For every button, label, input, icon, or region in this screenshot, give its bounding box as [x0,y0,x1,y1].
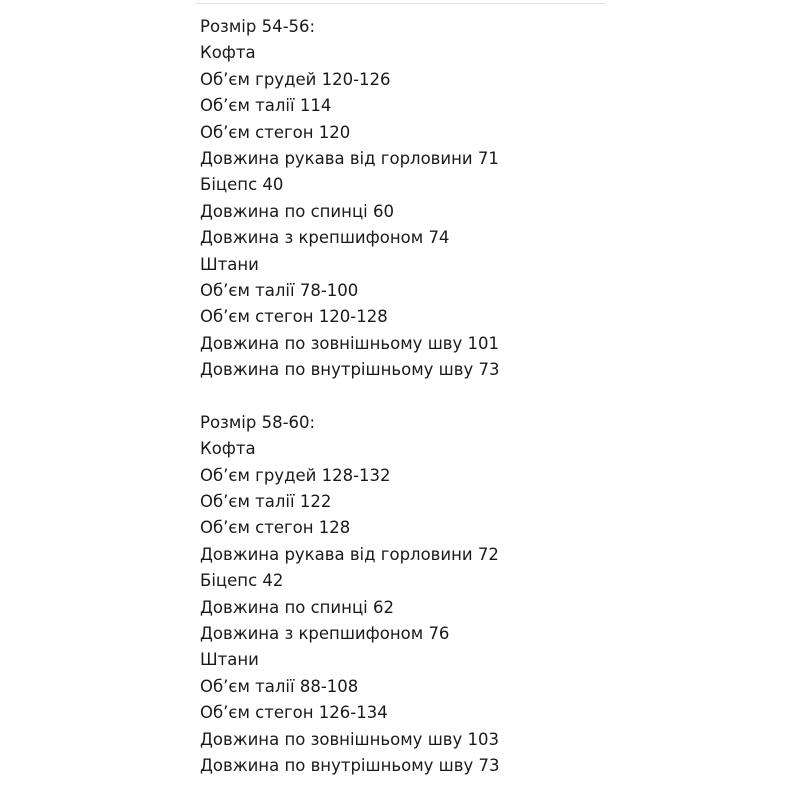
measurement-line: Біцепс 42 [200,571,284,591]
top-divider [196,3,606,4]
garment-heading-top: Кофта [200,43,256,63]
measurement-line: Довжина по спинці 60 [200,201,394,221]
measurement-line: Об’єм талії 78-100 [200,280,359,300]
measurement-line: Довжина рукава від горловини 71 [200,148,499,168]
measurement-line: Об’єм талії 122 [200,492,332,512]
message-text [200,14,760,779]
measurement-line: Об’єм стегон 126-134 [200,703,388,723]
measurement-line: Об’єм стегон 120-128 [200,307,388,327]
size-heading: Розмір 58-60: [200,412,316,432]
measurement-line: Біцепс 40 [200,175,284,195]
measurement-line: Довжина по внутрішньому шву 73 [200,755,500,775]
size-section-58-60 [200,410,760,779]
garment-heading-pants: Штани [200,254,259,274]
measurement-line: Довжина з крепшифоном 74 [200,228,450,248]
size-section-54-56 [200,14,760,383]
measurement-line: Довжина по зовнішньому шву 101 [200,333,500,353]
measurement-line: Довжина по спинці 62 [200,597,394,617]
measurement-line: Об’єм грудей 120-126 [200,69,391,89]
section-gap [200,383,760,409]
measurement-line: Довжина по внутрішньому шву 73 [200,360,500,380]
measurement-line: Довжина по зовнішньому шву 103 [200,729,500,749]
garment-heading-pants: Штани [200,650,259,670]
measurement-line: Об’єм талії 114 [200,96,332,116]
measurement-line: Об’єм талії 88-108 [200,676,359,696]
size-heading: Розмір 54-56: [200,17,316,36]
measurement-line: Об’єм грудей 128-132 [200,465,391,485]
measurement-line: Об’єм стегон 120 [200,122,351,142]
measurement-line: Довжина рукава від горловини 72 [200,544,499,564]
measurement-line: Об’єм стегон 128 [200,518,351,538]
measurement-line: Довжина з крепшифоном 76 [200,623,450,643]
garment-heading-top: Кофта [200,439,256,459]
